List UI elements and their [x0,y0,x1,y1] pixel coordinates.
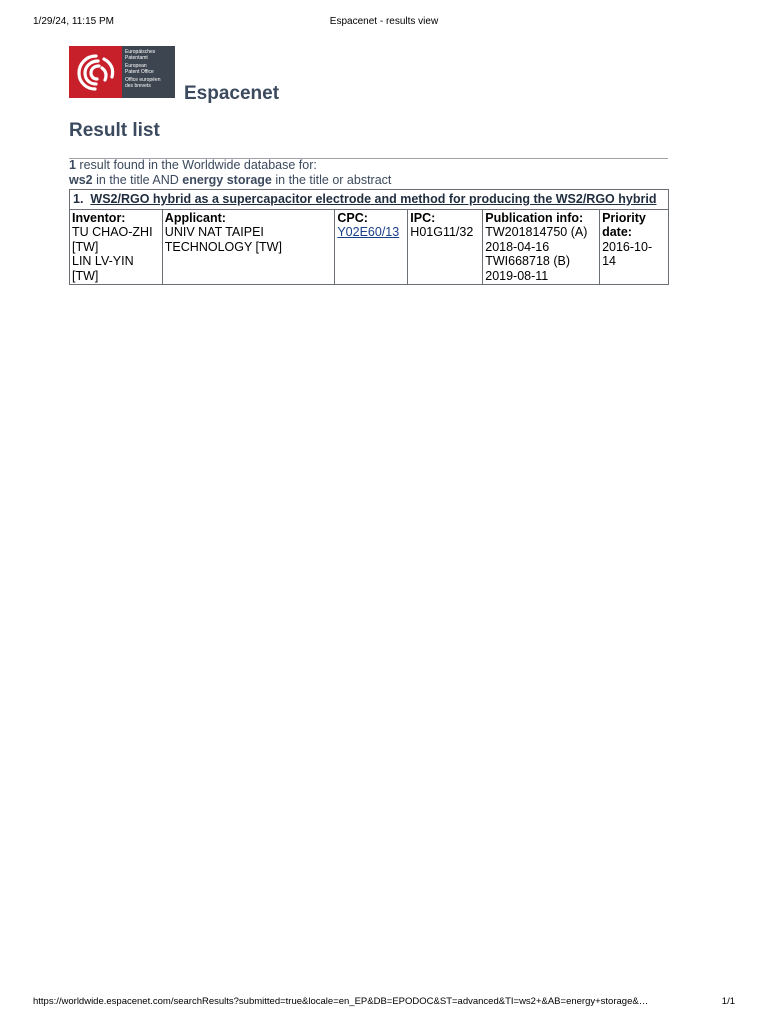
priority-label: Priority date: [602,210,646,239]
ipc-value: H01G11/32 [410,225,474,239]
cpc-label: CPC: [337,210,368,225]
publication-number-1: TW201814750 (A) [485,225,588,239]
espacenet-brand[interactable]: Espacenet [184,83,280,104]
result-details-row [70,209,669,285]
query-term-title: ws2 [69,173,93,187]
priority-date: 2016-10-14 [602,239,653,268]
cpc-cell [335,209,408,285]
publication-cell [483,209,600,285]
applicant-value: UNIV NAT TAIPEI TECHNOLOGY [TW] [164,225,282,254]
result-title-row [70,190,669,210]
epo-logo-text: Europäisches Patentamt European Patent Office Office européen des brevets [122,46,175,98]
epo-logo-mark-icon [69,46,122,98]
cpc-link[interactable]: Y02E60/13 [337,225,400,239]
result-title-link[interactable]: WS2/RGO hybrid as a supercapacitor electrode and method for producing the WS2/RGO hybrid [90,192,657,206]
result-number: 1. [73,192,84,206]
query-text-mid: in the title AND [92,173,183,187]
query-text-end: in the title or abstract [271,173,392,187]
print-page-title: Espacenet - results view [329,16,439,27]
inventor-cell [70,209,163,285]
result-count: 1 [69,158,76,172]
page-title: Result list [69,120,160,141]
publication-date-2: 2019-08-11 [485,268,549,283]
epo-logo[interactable] [69,46,175,98]
found-text: result found in the Worldwide database for: [75,158,317,172]
results-table [69,189,669,285]
result-title-cell [70,190,669,210]
print-header [33,16,735,30]
ipc-cell [408,209,483,285]
publication-date-1: 2018-04-16 [485,239,550,254]
applicant-cell [162,209,335,285]
publication-label: Publication info: [485,210,584,225]
print-datetime: 1/29/24, 11:15 PM [33,16,114,27]
priority-cell [600,209,669,285]
applicant-label: Applicant: [164,210,226,225]
search-summary [69,158,668,188]
inventor-label: Inventor: [72,210,126,225]
page-url: https://worldwide.espacenet.com/searchResults?submitted=true&locale=en_EP&DB=EPODOC&ST=advanced&TI=ws2+&AB=energy+storage&… [33,996,649,1007]
inventor-1: TU CHAO-ZHI [TW] [72,225,153,254]
ipc-label: IPC: [410,210,436,225]
query-term-abstract: energy storage [182,173,272,187]
publication-number-2: TWI668718 (B) [485,254,571,268]
inventor-2: LIN LV-YIN [TW] [72,254,134,283]
page-number: 1/1 [721,996,735,1007]
